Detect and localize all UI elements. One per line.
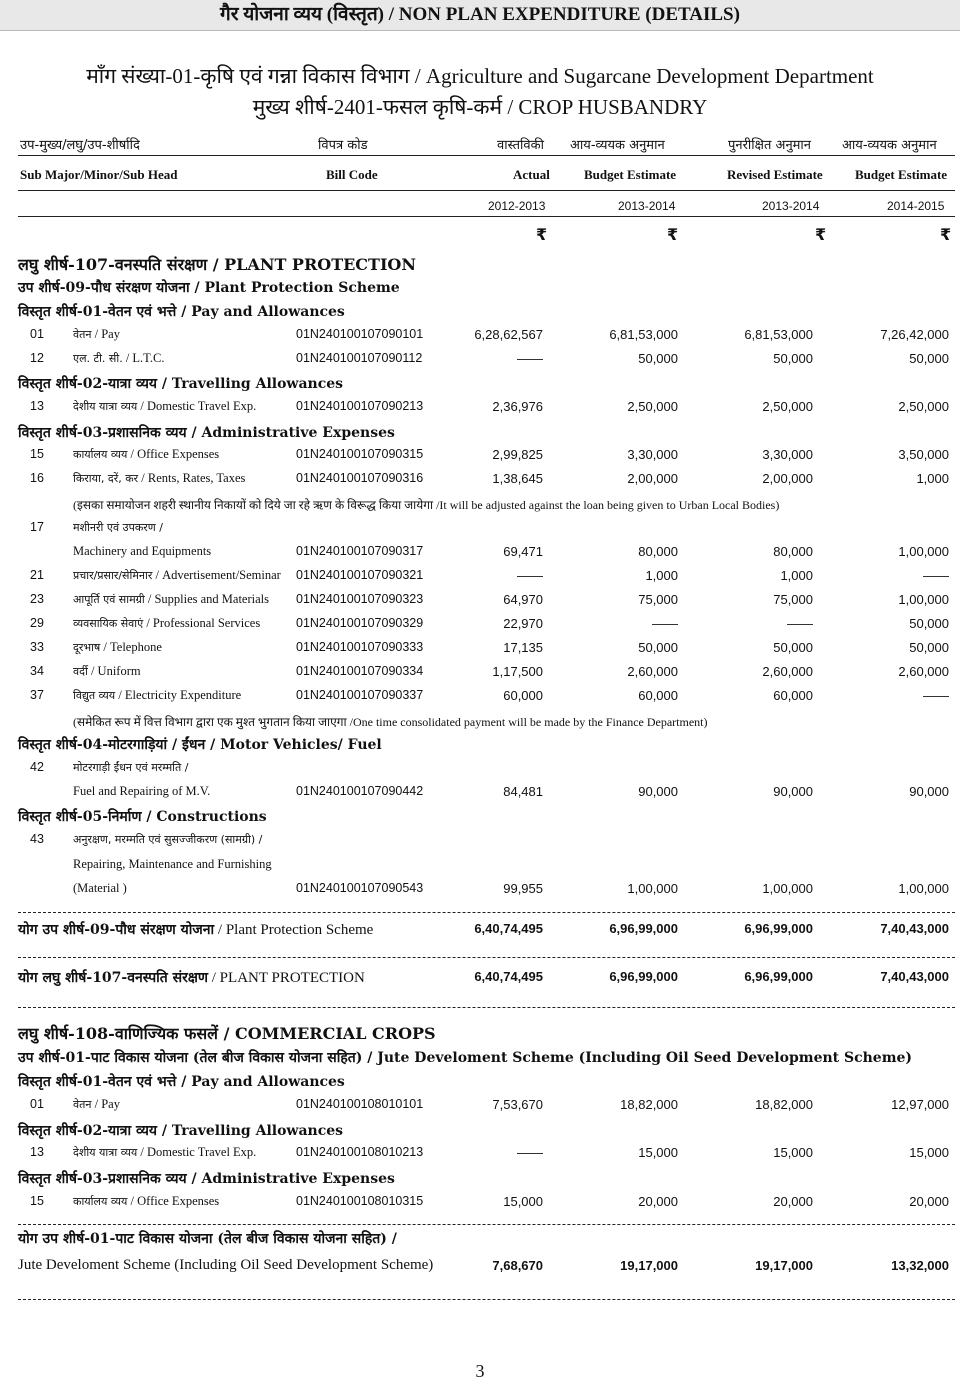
row-description [73, 351, 164, 366]
row-number: 17 [30, 520, 44, 534]
row-label-hi: व्यवसायिक सेवाएं [73, 617, 144, 630]
row-label-hi: किराया, दरें, कर [73, 472, 139, 485]
amount-b: 1,00,000 [627, 881, 678, 896]
amount-b2: 50,000 [909, 616, 949, 631]
row-description [73, 1194, 219, 1209]
amount-b2: 50,000 [909, 351, 949, 366]
bill-code: 01N240100107090333 [296, 640, 424, 654]
total-amount-r: 6,96,99,000 [744, 921, 813, 936]
amount-a: 1,17,500 [492, 664, 543, 679]
row-number: 13 [30, 399, 44, 413]
row-description-en: Repairing, Maintenance and Furnishing [73, 857, 272, 871]
dash-rule [18, 1224, 955, 1225]
row-description [73, 399, 256, 414]
row-number: 15 [30, 447, 44, 461]
total-amount-b: 6,96,99,000 [609, 921, 678, 936]
amount-r: 2,50,000 [762, 399, 813, 414]
amount-b2: 90,000 [909, 784, 949, 799]
row-label-hi: आपूर्ति एवं सामग्री [73, 593, 145, 606]
amount-r: —— [787, 616, 813, 631]
dash-rule [18, 1007, 955, 1008]
row-label-hi: मोटरगाड़ी ईंधन एवं मरम्मति / [73, 761, 189, 774]
total-label-en: / Plant Protection Scheme [214, 922, 374, 938]
row-description [73, 568, 281, 583]
row-label-en: / Uniform [87, 664, 141, 678]
row-label-en: / Professional Services [143, 616, 261, 630]
amount-b: 80,000 [638, 544, 678, 559]
amount-a: 2,36,976 [492, 399, 543, 414]
bill-code: 01N240100107090323 [296, 592, 424, 606]
amount-b: 18,82,000 [620, 1097, 678, 1112]
total-label [18, 920, 373, 939]
amount-b2: 7,26,42,000 [880, 327, 949, 342]
row-label-en: / Supplies and Materials [144, 592, 270, 606]
row-number: 01 [30, 327, 44, 341]
amount-b: 75,000 [638, 592, 678, 607]
row-number: 16 [30, 471, 44, 485]
bill-code: 01N240100107090315 [296, 447, 424, 461]
col-head-hi: उप-मुख्य/लघु/उप-शीर्षादि [20, 138, 140, 153]
row-label-hi: प्रचार/प्रसार/सेमिनार [73, 569, 153, 582]
amount-b: 90,000 [638, 784, 678, 799]
total-label-en [18, 1257, 433, 1274]
rupee-symbol: ₹ [667, 225, 679, 244]
electricity-note: (समेकित रूप में वित्त विभाग द्वारा एक मुश्त भुगतान किया जाएगा /One time consolidated payment will be made by the Finance Department) [73, 715, 708, 729]
amount-r: 1,00,000 [762, 881, 813, 896]
row-label-hi: एल. टी. सी. [73, 352, 123, 365]
row-label-en: / Domestic Travel Exp. [137, 1145, 257, 1159]
detailed-head-04: विस्तृत शीर्ष-04-मोटरगाड़ियां / ईंधन / Motor Vehicles/ Fuel [18, 737, 382, 753]
row-label-en: / Pay [91, 1097, 120, 1111]
col-bill-en: Bill Code [326, 167, 378, 182]
col-revised-hi: पुनरीक्षित अनुमान [728, 138, 812, 153]
amount-b: 1,000 [645, 568, 678, 583]
amount-r: 2,00,000 [762, 471, 813, 486]
row-label-en: / Advertisement/Seminar [152, 568, 281, 582]
amount-a: —— [517, 1145, 543, 1160]
amount-b: —— [652, 616, 678, 631]
rupee-symbol: ₹ [940, 225, 952, 244]
amount-r: 15,000 [773, 1145, 813, 1160]
total-label-hi: योग लघु शीर्ष-107-वनस्पति संरक्षण [18, 970, 209, 986]
row-label-hi: कार्यालय व्यय [73, 448, 128, 461]
amount-b: 50,000 [638, 351, 678, 366]
amount-r: 80,000 [773, 544, 813, 559]
amount-b2: 3,50,000 [898, 447, 949, 462]
amount-r: 1,000 [780, 568, 813, 583]
detailed-head-01b: विस्तृत शीर्ष-01-वेतन एवं भत्ते / Pay and Allowances [18, 1074, 345, 1090]
amount-b: 2,50,000 [627, 399, 678, 414]
amount-a: 64,970 [503, 592, 543, 607]
bill-code: 01N240100107090317 [296, 544, 424, 558]
row-label-hi: वर्दी [73, 665, 88, 678]
col-bill-hi: विपत्र कोड [318, 138, 368, 153]
amount-a: 22,970 [503, 616, 543, 631]
row-description [73, 616, 260, 631]
amount-b: 2,00,000 [627, 471, 678, 486]
row-number: 15 [30, 1194, 44, 1208]
amount-b2: —— [923, 688, 949, 703]
row-number: 42 [30, 760, 44, 774]
bill-code: 01N240100107090442 [296, 784, 424, 798]
amount-b2: 2,50,000 [898, 399, 949, 414]
year-actual: 2012-2013 [488, 199, 546, 213]
row-number: 23 [30, 592, 44, 606]
amount-b2: 50,000 [909, 640, 949, 655]
bill-code: 01N240100107090321 [296, 568, 424, 582]
dash-rule [18, 957, 955, 958]
col-head-en: Sub Major/Minor/Sub Head [20, 167, 178, 182]
amount-b2: 1,000 [916, 471, 949, 486]
amount-b: 20,000 [638, 1194, 678, 1209]
detailed-head-01: विस्तृत शीर्ष-01-वेतन एवं भत्ते / Pay and Allowances [18, 304, 345, 320]
total-amount-r: 6,96,99,000 [744, 969, 813, 984]
total-label [18, 968, 365, 987]
amount-b: 3,30,000 [627, 447, 678, 462]
row-label-en: / Telephone [100, 640, 162, 654]
col-budget2-en: Budget Estimate [855, 167, 948, 182]
row-label-hi: वेतन [73, 328, 92, 341]
col-budget-en: Budget Estimate [584, 167, 677, 182]
amount-b2: 15,000 [909, 1145, 949, 1160]
total-amount-b: 6,96,99,000 [609, 969, 678, 984]
amount-b: 2,60,000 [627, 664, 678, 679]
total-amount-b2: 7,40,43,000 [880, 969, 949, 984]
amount-b2: 1,00,000 [898, 881, 949, 896]
amount-r: 3,30,000 [762, 447, 813, 462]
page-number: 3 [475, 1361, 485, 1381]
amount-a: 17,135 [503, 640, 543, 655]
total-amount-b: 19,17,000 [620, 1258, 678, 1273]
row-description [73, 327, 120, 342]
col-budget-hi: आय-व्ययक अनुमान [570, 138, 665, 153]
total-label-en-text: Jute Develoment Scheme (Including Oil Seed Development Scheme) [18, 1257, 434, 1273]
amount-a: 6,28,62,567 [474, 327, 543, 342]
total-amount-a: 6,40,74,495 [474, 921, 543, 936]
amount-a: 15,000 [503, 1194, 543, 1209]
total-amount-b2: 13,32,000 [891, 1258, 949, 1273]
detailed-head-05: विस्तृत शीर्ष-05-निर्माण / Constructions [18, 809, 267, 825]
amount-r: 75,000 [773, 592, 813, 607]
row-number: 13 [30, 1145, 44, 1159]
row-number: 34 [30, 664, 44, 678]
col-budget2-hi: आय-व्ययक अनुमान [842, 138, 937, 153]
amount-a: 7,53,670 [492, 1097, 543, 1112]
amount-b: 6,81,53,000 [609, 327, 678, 342]
amount-r: 50,000 [773, 640, 813, 655]
amount-b2: 1,00,000 [898, 592, 949, 607]
total-label-en: / PLANT PROTECTION [208, 970, 365, 986]
bill-code: 01N240100107090112 [296, 351, 423, 365]
page-header: गैर योजना व्यय (विस्तृत) / NON PLAN EXPENDITURE (DETAILS) [0, 0, 960, 31]
minor-head-108: लघु शीर्ष-108-वाणिज्यिक फसलें / COMMERCIAL CROPS [18, 1024, 436, 1043]
amount-r: 2,60,000 [762, 664, 813, 679]
amount-b2: 12,97,000 [891, 1097, 949, 1112]
bill-code: 01N240100107090329 [296, 616, 424, 630]
rent-note: (इसका समायोजन शहरी स्थानीय निकायों को दिये जा रहे ऋण के विरूद्ध किया जायेगा /It will be adjusted against the loan being given to Urban Local Bodies) [73, 498, 780, 512]
col-revised-en: Revised Estimate [727, 167, 823, 182]
header-rule-3 [18, 216, 955, 217]
row-number: 33 [30, 640, 44, 654]
amount-a: —— [517, 568, 543, 583]
bill-code: 01N240100108010213 [296, 1145, 424, 1159]
amount-b: 60,000 [638, 688, 678, 703]
row-number: 43 [30, 832, 44, 846]
amount-a: 84,481 [503, 784, 543, 799]
row-number: 01 [30, 1097, 44, 1111]
row-label-en: / L.T.C. [122, 351, 165, 365]
row-label-hi: देशीय यात्रा व्यय [73, 400, 138, 413]
rupee-symbol: ₹ [536, 225, 548, 244]
amount-a: 2,99,825 [492, 447, 543, 462]
detailed-head-03b: विस्तृत शीर्ष-03-प्रशासनिक व्यय / Administrative Expenses [18, 1171, 395, 1187]
year-budget: 2013-2014 [618, 199, 676, 213]
row-label-hi: वेतन [73, 1098, 92, 1111]
sub-head-09: उप शीर्ष-09-पौध संरक्षण योजना / Plant Protection Scheme [18, 280, 400, 296]
row-description-hi [73, 832, 262, 847]
row-label-en: / Domestic Travel Exp. [137, 399, 257, 413]
bill-code: 01N240100107090213 [296, 399, 424, 413]
amount-a: 1,38,645 [492, 471, 543, 486]
row-number: 21 [30, 568, 44, 582]
amount-b: 50,000 [638, 640, 678, 655]
row-label-en: / Pay [91, 327, 120, 341]
bill-code: 01N240100107090337 [296, 688, 424, 702]
row-description-hi [73, 520, 163, 535]
year-revised: 2013-2014 [762, 199, 820, 213]
row-description-hi [73, 760, 188, 775]
row-label-hi: विद्युत व्यय [73, 689, 116, 702]
total-label-hi: योग उप शीर्ष-01-पाट विकास योजना (तेल बीज विकास योजना सहित) / [18, 1231, 397, 1247]
row-label-hi: दूरभाष [73, 641, 101, 654]
bill-code: 01N240100107090101 [296, 327, 424, 341]
demand-title: माँग संख्या-01-कृषि एवं गन्ना विकास विभाग / Agriculture and Sugarcane Development Department [86, 64, 874, 88]
amount-b: 15,000 [638, 1145, 678, 1160]
header-rule-2 [18, 190, 955, 191]
row-label-hi: कार्यालय व्यय [73, 1195, 128, 1208]
amount-a: 60,000 [503, 688, 543, 703]
bill-code: 01N240100107090334 [296, 664, 424, 678]
row-description [73, 688, 241, 703]
amount-b2: 1,00,000 [898, 544, 949, 559]
rupee-symbol: ₹ [815, 225, 827, 244]
row-label-hi: देशीय यात्रा व्यय [73, 1146, 138, 1159]
row-description [73, 471, 245, 486]
bill-code: 01N240100107090316 [296, 471, 424, 485]
dash-rule [18, 912, 955, 913]
row-description [73, 447, 219, 462]
sub-head-01: उप शीर्ष-01-पाट विकास योजना (तेल बीज विकास योजना सहित) / Jute Develoment Scheme (Including Oil Seed Development Scheme) [18, 1050, 913, 1066]
row-number: 37 [30, 688, 44, 702]
bill-code: 01N240100107090543 [296, 881, 424, 895]
row-description [73, 592, 269, 607]
col-actual-en: Actual [513, 167, 550, 182]
row-number: 12 [30, 351, 44, 365]
dash-rule [18, 1299, 955, 1300]
year-budget2: 2014-2015 [887, 199, 945, 213]
amount-r: 20,000 [773, 1194, 813, 1209]
row-description-en: Fuel and Repairing of M.V. [73, 784, 211, 798]
row-label-en: / Office Expenses [127, 1194, 220, 1208]
total-amount-a: 6,40,74,495 [474, 969, 543, 984]
amount-b2: 2,60,000 [898, 664, 949, 679]
detailed-head-03: विस्तृत शीर्ष-03-प्रशासनिक व्यय / Administrative Expenses [18, 425, 395, 441]
amount-r: 60,000 [773, 688, 813, 703]
amount-a: 69,471 [503, 544, 543, 559]
row-description [73, 1145, 256, 1160]
header-rule-1 [18, 155, 955, 156]
row-label-en: / Rents, Rates, Taxes [138, 471, 246, 485]
row-description-en: Machinery and Equipments [73, 544, 212, 558]
col-actual-hi: वास्तविकी [497, 138, 545, 153]
amount-r: 6,81,53,000 [744, 327, 813, 342]
amount-a: 99,955 [503, 881, 543, 896]
amount-b2: —— [923, 568, 949, 583]
bill-code: 01N240100108010315 [296, 1194, 424, 1208]
row-number: 29 [30, 616, 44, 630]
total-amount-b2: 7,40,43,000 [880, 921, 949, 936]
detailed-head-02: विस्तृत शीर्ष-02-यात्रा व्यय / Travelling Allowances [18, 376, 344, 392]
row-description [73, 1097, 120, 1112]
major-head-title: मुख्य शीर्ष-2401-फसल कृषि-कर्म / CROP HUSBANDRY [252, 95, 708, 119]
row-label-hi: अनुरक्षण, मरम्मति एवं सुसज्जीकरण (सामग्री) / [73, 833, 263, 846]
bill-code: 01N240100108010101 [296, 1097, 424, 1111]
amount-a: —— [517, 351, 543, 366]
total-amount-a: 7,68,670 [492, 1258, 543, 1273]
row-label-en: / Electricity Expenditure [115, 688, 242, 702]
total-amount-r: 19,17,000 [755, 1258, 813, 1273]
detailed-head-02b: विस्तृत शीर्ष-02-यात्रा व्यय / Travelling Allowances [18, 1123, 344, 1139]
amount-r: 50,000 [773, 351, 813, 366]
row-description [73, 664, 141, 679]
amount-r: 18,82,000 [755, 1097, 813, 1112]
row-label-hi: मशीनरी एवं उपकरण / [73, 521, 163, 534]
total-label-hi: योग उप शीर्ष-09-पौध संरक्षण योजना [18, 922, 215, 938]
row-label-en: / Office Expenses [127, 447, 220, 461]
row-description [73, 640, 162, 655]
amount-b2: 20,000 [909, 1194, 949, 1209]
row-description-en2: (Material ) [73, 881, 127, 895]
minor-head-107: लघु शीर्ष-107-वनस्पति संरक्षण / PLANT PROTECTION [18, 255, 416, 274]
amount-r: 90,000 [773, 784, 813, 799]
